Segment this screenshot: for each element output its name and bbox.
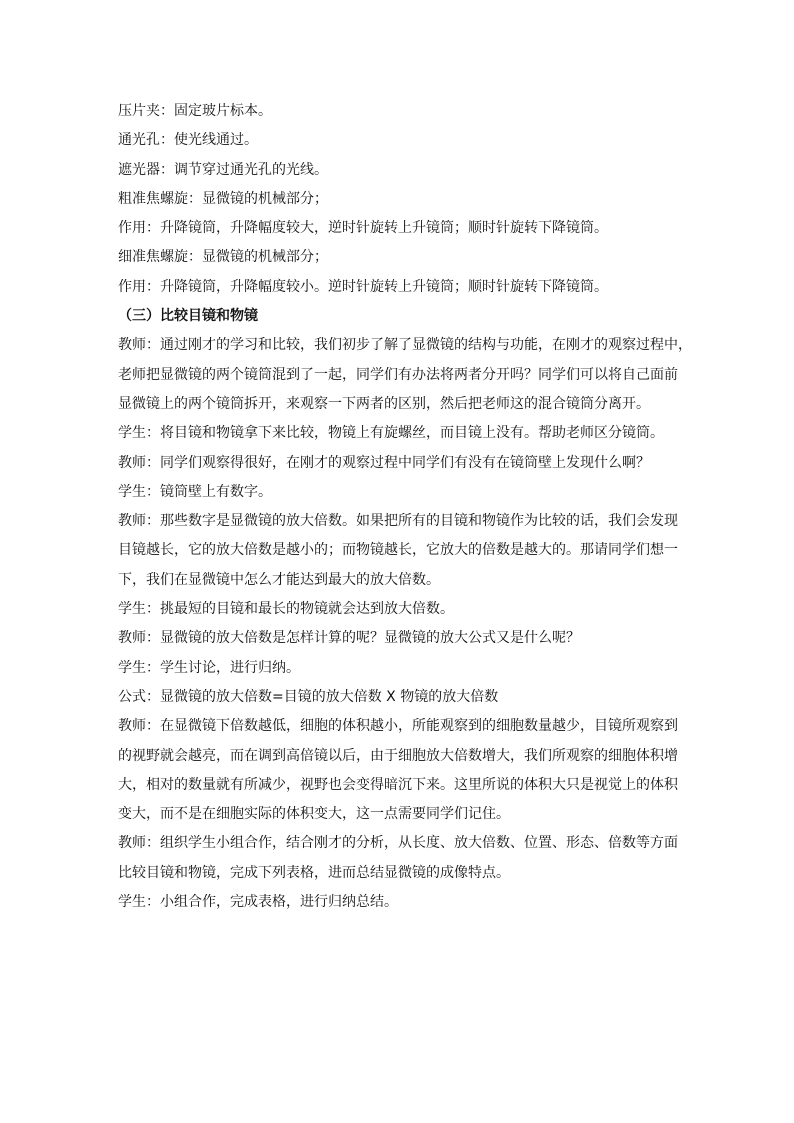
text-line: 学生：小组合作，完成表格，进行归纳总结。	[118, 894, 398, 911]
text-line: 粗准焦螺旋：显微镜的机械部分；	[118, 190, 328, 207]
text-line: 学生：学生讨论，进行归纳。	[118, 659, 300, 676]
text-line: 通光孔：使光线通过。	[118, 132, 258, 149]
text-line: 的视野就会越亮，而在调到高倍镜以后，由于细胞放大倍数增大，我们所观察的细胞体积增	[118, 747, 678, 764]
text-line: 目镜越长，它的放大倍数是越小的；而物镜越长，它放大的倍数是越大的。那请同学们想一	[118, 542, 678, 559]
text-line: 教师：组织学生小组合作，结合刚才的分析，从长度、放大倍数、位置、形态、倍数等方面	[118, 835, 678, 852]
text-line: 作用：升降镜筒，升降幅度较小。逆时针旋转上升镜筒；顺时针旋转下降镜筒。	[118, 278, 608, 295]
text-line: 教师：在显微镜下倍数越低，细胞的体积越小，所能观察到的细胞数量越少，目镜所观察到	[118, 718, 678, 735]
text-line: 学生：挑最短的目镜和最长的物镜就会达到放大倍数。	[118, 601, 454, 618]
text-line: 教师：通过刚才的学习和比较，我们初步了解了显微镜的结构与功能，在刚才的观察过程中，	[118, 337, 692, 354]
text-line: 大，相对的数量就有所减少，视野也会变得暗沉下来。这里所说的体积大只是视觉上的体积	[118, 776, 678, 793]
text-line: 显微镜上的两个镜筒拆开，来观察一下两者的区别，然后把老师这的混合镜筒分离开。	[118, 395, 650, 412]
text-line: 压片夹：固定玻片标本。	[118, 103, 272, 119]
text-line: 细准焦螺旋：显微镜的机械部分；	[118, 249, 328, 266]
text-line: 比较目镜和物镜，完成下列表格，进而总结显微镜的成像特点。	[118, 864, 510, 881]
formula-line: 公式：显微镜的放大倍数=目镜的放大倍数 X 物镜的放大倍数	[118, 688, 499, 705]
document-body	[118, 97, 692, 917]
text-line: 教师：显微镜的放大倍数是怎样计算的呢？显微镜的放大公式又是什么呢？	[118, 630, 580, 647]
text-line: 学生：镜筒壁上有数字。	[118, 483, 272, 500]
section-heading: （三）比较目镜和物镜	[118, 308, 258, 325]
text-line: 学生：将目镜和物镜拿下来比较，物镜上有旋螺丝，而目镜上没有。帮助老师区分镜筒。	[118, 425, 664, 442]
text-line: 下，我们在显微镜中怎么才能达到最大的放大倍数。	[118, 571, 440, 588]
text-line: 作用：升降镜筒，升降幅度较大，逆时针旋转上升镜筒；顺时针旋转下降镜筒。	[118, 220, 608, 237]
text-line: 变大，而不是在细胞实际的体积变大，这一点需要同学们记住。	[118, 806, 510, 823]
text-line: 老师把显微镜的两个镜筒混到了一起，同学们有办法将两者分开吗？同学们可以将自己面前	[118, 366, 678, 383]
text-line: 教师：同学们观察得很好，在刚才的观察过程中同学们有没有在镜筒壁上发现什么啊？	[118, 454, 650, 471]
text-line: 遮光器：调节穿过通光孔的光线。	[118, 161, 328, 178]
text-line: 教师：那些数字是显微镜的放大倍数。如果把所有的目镜和物镜作为比较的话，我们会发现	[118, 513, 678, 530]
